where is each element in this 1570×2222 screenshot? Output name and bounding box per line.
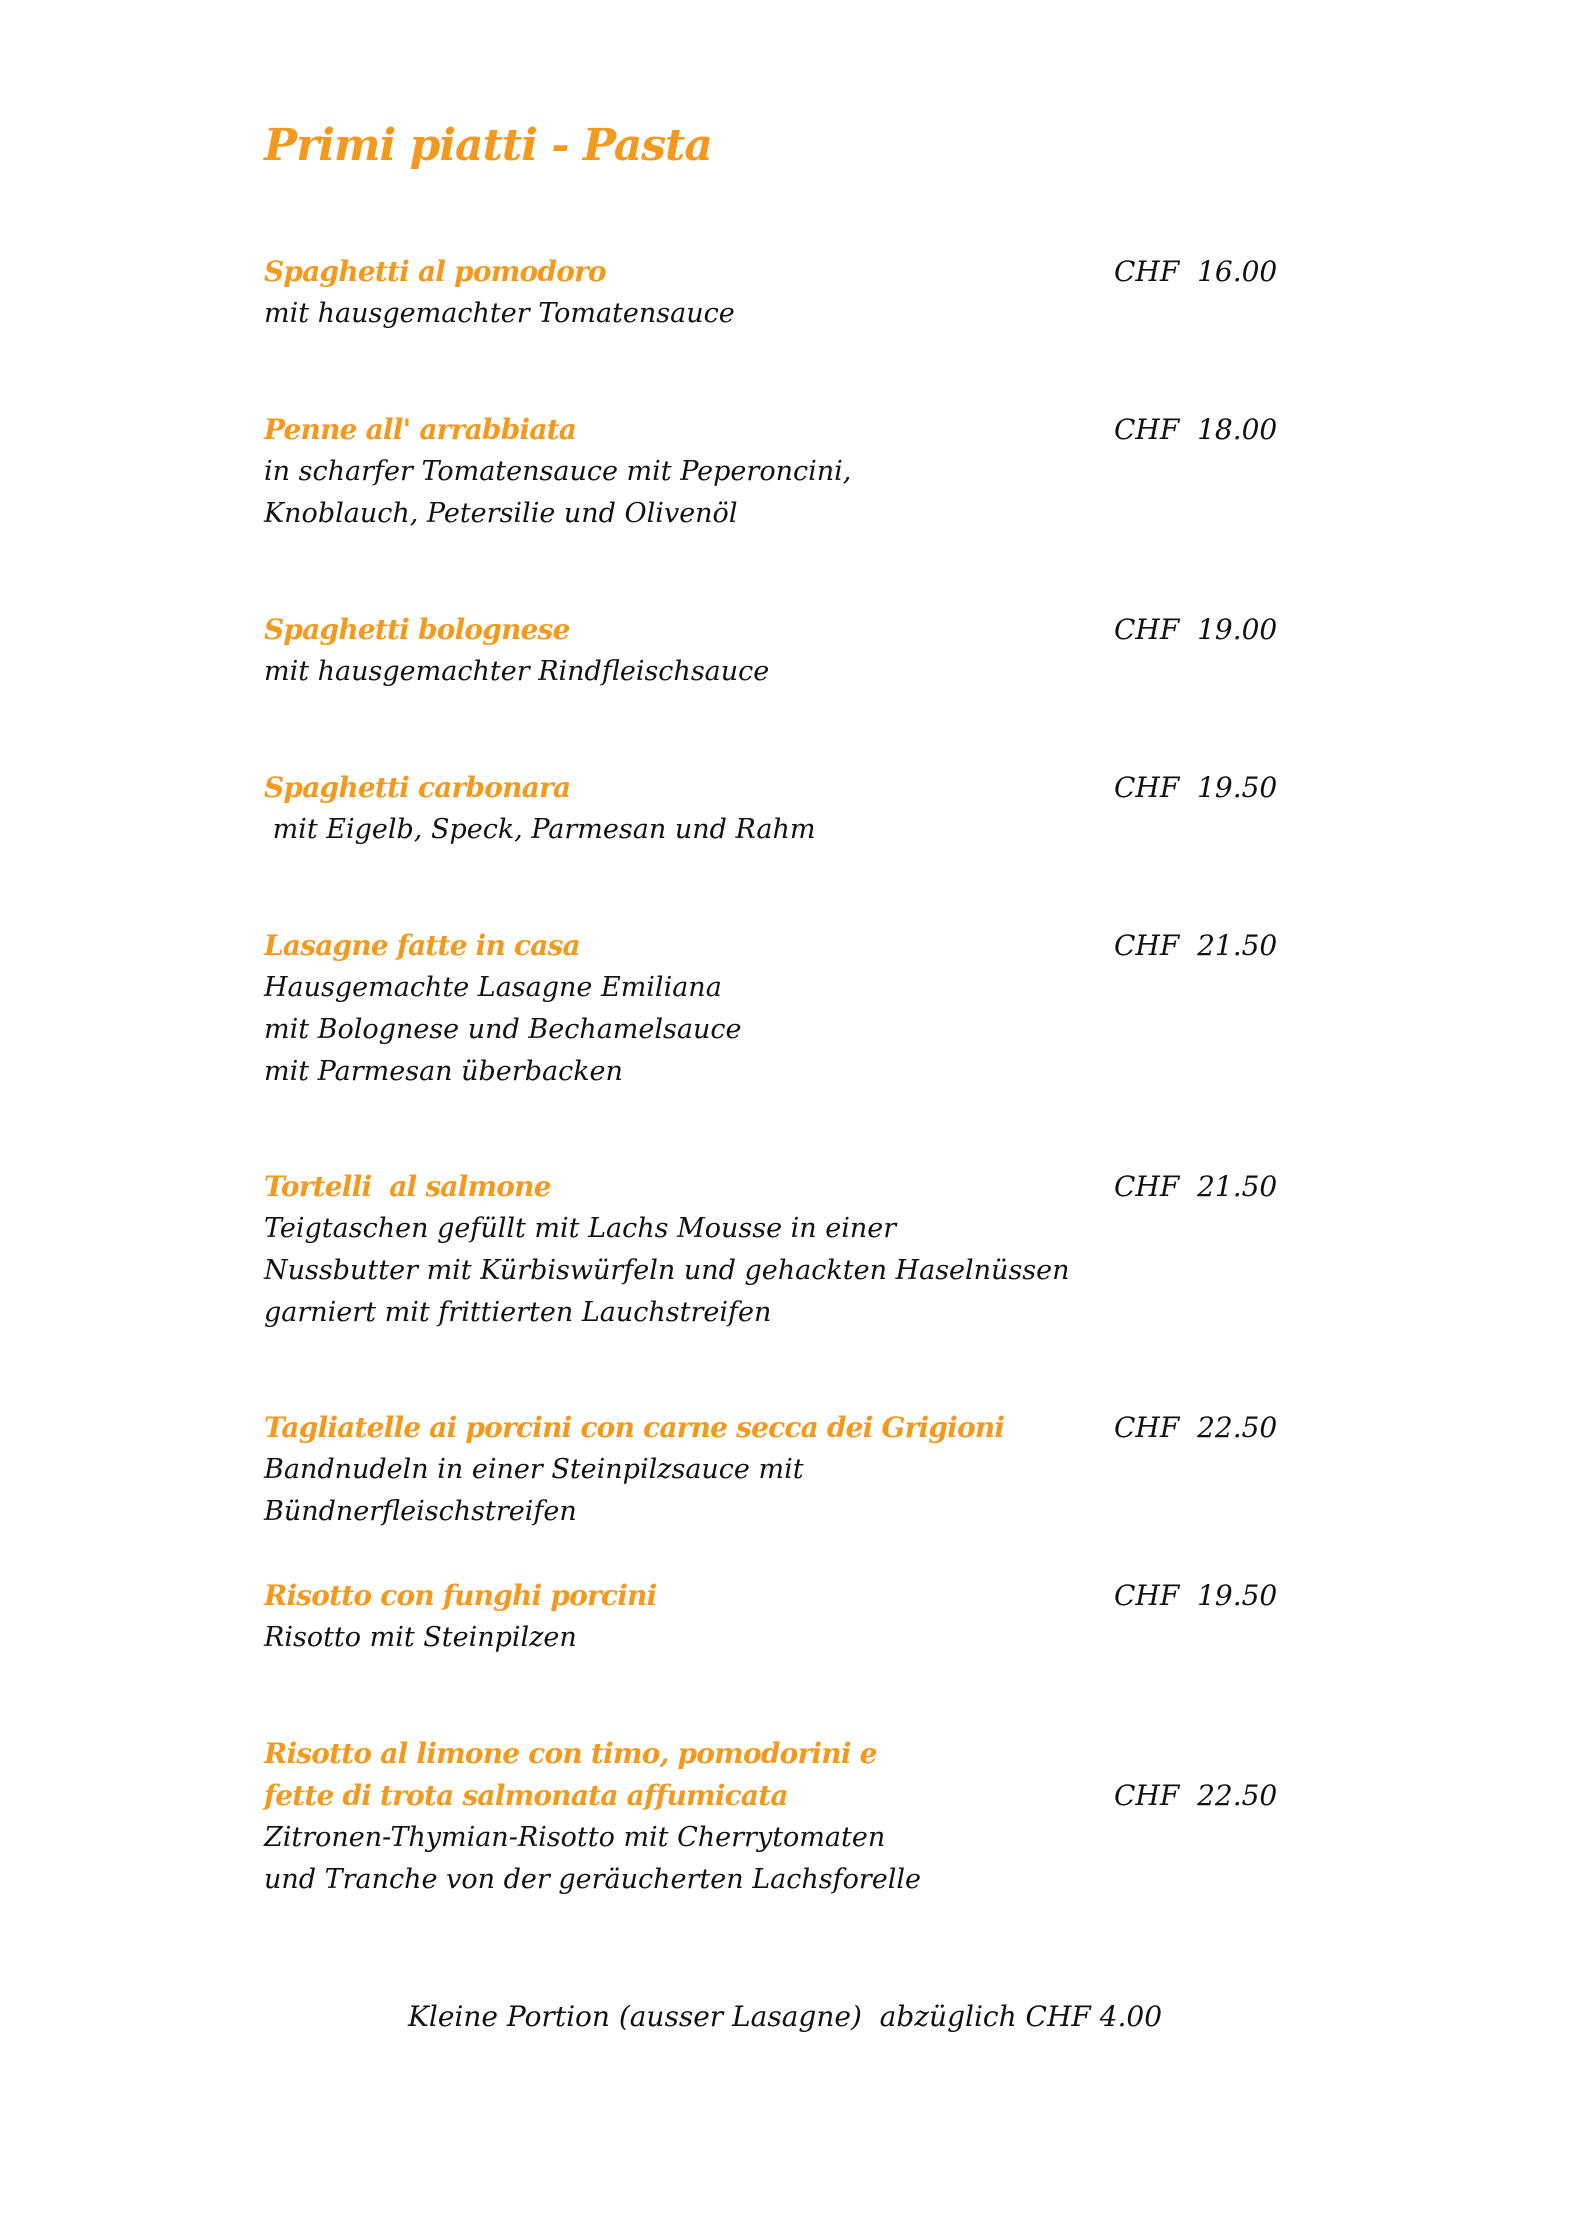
item-name: Tortelli al salmone (264, 1170, 551, 1203)
item-description: mit hausgemachter Rindfleischsauce (264, 656, 770, 687)
item-price: CHF 22.50 (1114, 1779, 1278, 1812)
item-price: CHF 18.00 (1114, 413, 1278, 446)
item-price: CHF 22.50 (1114, 1411, 1278, 1444)
menu-item-spaghetti-pomodoro (264, 251, 1278, 335)
item-name: Spaghetti al pomodoro (264, 255, 606, 288)
item-name: Risotto con funghi porcini (264, 1579, 657, 1612)
item-description: Bandnudeln in einer Steinpilzsauce mit (264, 1454, 804, 1485)
menu-item-spaghetti-bolognese (264, 609, 1278, 693)
item-price: CHF 19.00 (1114, 613, 1278, 646)
menu-item-risotto-porcini (264, 1575, 1278, 1659)
item-description: und Tranche von der geräucherten Lachsforelle (264, 1864, 921, 1895)
item-name: Spaghetti carbonara (264, 771, 571, 804)
item-description: Risotto mit Steinpilzen (264, 1622, 577, 1653)
menu-item-penne-arrabbiata (264, 409, 1278, 535)
item-name: Risotto al limone con timo, pomodorini e (264, 1737, 877, 1770)
item-description: garniert mit frittierten Lauchstreifen (264, 1297, 772, 1328)
menu-item-tortelli-salmone (264, 1166, 1278, 1334)
item-price: CHF 19.50 (1114, 1579, 1278, 1612)
menu-item-tagliatelle-porcini (264, 1407, 1278, 1533)
item-description: Teigtaschen gefüllt mit Lachs Mousse in einer (264, 1213, 897, 1244)
item-name: Lasagne fatte in casa (264, 929, 580, 962)
item-description: in scharfer Tomatensauce mit Peperoncini, (264, 456, 852, 487)
menu-title: Primi piatti - Pasta (264, 120, 712, 171)
item-name: Penne all' arrabbiata (264, 413, 577, 446)
item-price: CHF 21.50 (1114, 1170, 1278, 1203)
item-price: CHF 16.00 (1114, 255, 1278, 288)
item-description: mit Bolognese und Bechamelsauce (264, 1014, 742, 1045)
item-description: Zitronen-Thymian-Risotto mit Cherrytomaten (264, 1822, 886, 1853)
item-name: Tagliatelle ai porcini con carne secca dei Grigioni (264, 1411, 1005, 1444)
menu-item-lasagne (264, 925, 1278, 1093)
item-description: mit Eigelb, Speck, Parmesan und Rahm (264, 814, 816, 845)
item-description: mit hausgemachter Tomatensauce (264, 298, 735, 329)
item-name: Spaghetti bolognese (264, 613, 570, 646)
menu-item-risotto-limone (264, 1733, 1278, 1901)
item-description: Hausgemachte Lasagne Emiliana (264, 972, 722, 1003)
menu-item-spaghetti-carbonara (264, 767, 1278, 851)
item-description: Knoblauch, Petersilie und Olivenöl (264, 498, 738, 529)
item-description: Nussbutter mit Kürbiswürfeln und gehackten Haselnüssen (264, 1255, 1070, 1286)
item-description: mit Parmesan überbacken (264, 1056, 623, 1087)
small-portion-note: Kleine Portion (ausser Lasagne) abzüglich CHF 4.00 (407, 2000, 1163, 2033)
item-price: CHF 19.50 (1114, 771, 1278, 804)
item-price: CHF 21.50 (1114, 929, 1278, 962)
item-name: fette di trota salmonata affumicata (264, 1779, 788, 1812)
item-description: Bündnerfleischstreifen (264, 1496, 577, 1527)
